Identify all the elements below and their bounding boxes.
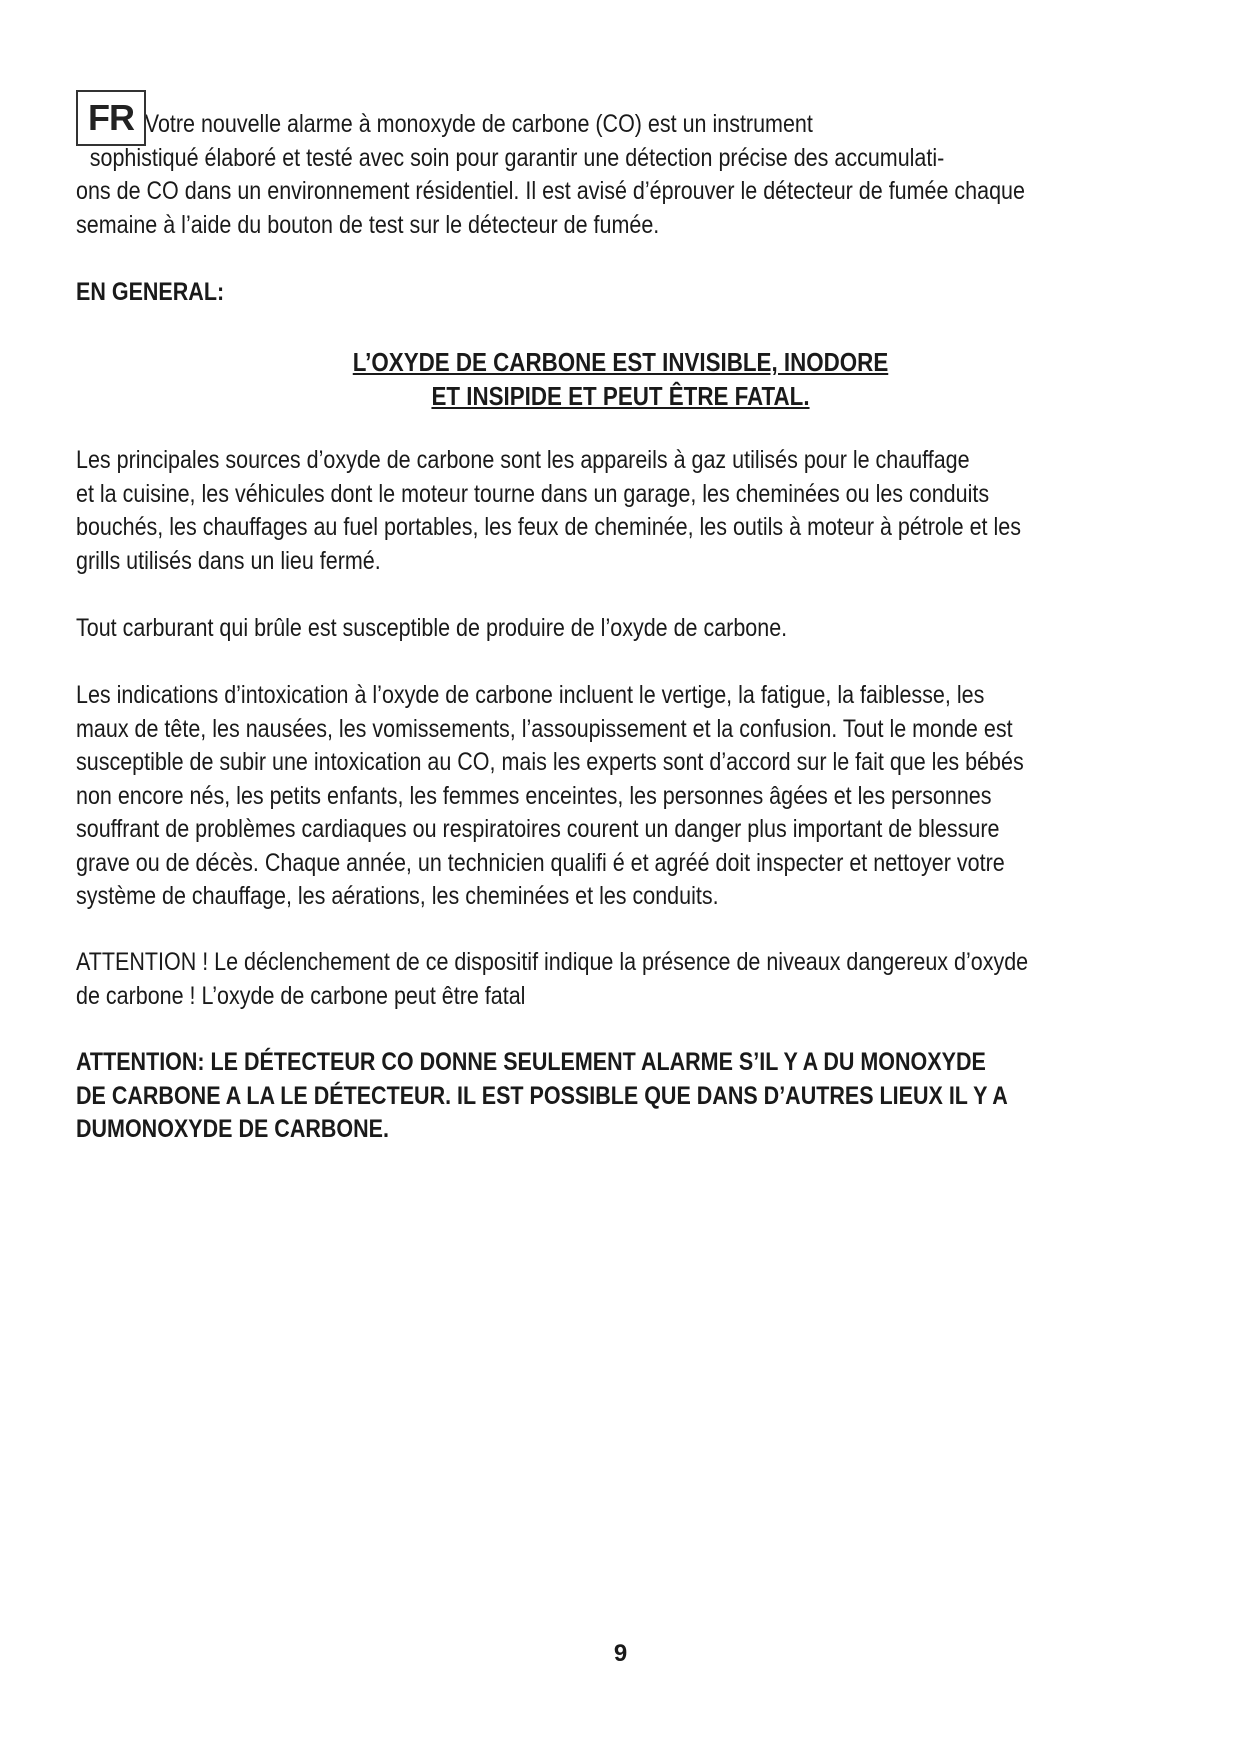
symptoms-line: susceptible de subir une intoxication au CO, mais les experts sont d’accord sur le fait que les bébés bbox=[76, 748, 1024, 776]
symptoms-line: non encore nés, les petits enfants, les femmes enceintes, les personnes âgées et les personnes bbox=[76, 781, 992, 810]
sources-paragraph bbox=[76, 444, 1022, 578]
attention-paragraph bbox=[76, 946, 1029, 1013]
attention-bold-line: DE CARBONE A LA LE DÉTECTEUR. IL EST POSSIBLE QUE DANS D’AUTRES LIEUX IL Y A bbox=[76, 1081, 1008, 1110]
warning-line: L’OXYDE DE CARBONE EST INVISIBLE, INODORE bbox=[352, 347, 889, 377]
symptoms-line: grave ou de décès. Chaque année, un technicien qualifi é et agréé doit inspecter et nettoyer votre bbox=[76, 848, 1005, 877]
page-number: 9 bbox=[613, 1640, 628, 1667]
attention-line: ATTENTION ! Le déclenchement de ce dispositif indique la présence de niveaux dangereux d’oxyde bbox=[76, 948, 1029, 976]
intro-line: ons de CO dans un environnement résidentiel. Il est avisé d’éprouver le détecteur de fumée chaque bbox=[76, 177, 1025, 205]
sources-line: bouchés, les chauffages au fuel portables, les feux de cheminée, les outils à moteur à pétrole et les bbox=[76, 513, 1021, 541]
language-badge: FR bbox=[76, 90, 146, 146]
section-heading: EN GENERAL: bbox=[76, 278, 225, 306]
attention-bold-line: DUMONOXYDE DE CARBONE. bbox=[76, 1115, 389, 1143]
symptoms-paragraph bbox=[76, 679, 1022, 914]
symptoms-line: souffrant de problèmes cardiaques ou respiratoires courent un danger plus important de blessure bbox=[76, 815, 1000, 843]
intro-line: semaine à l’aide du bouton de test sur le détecteur de fumée. bbox=[76, 210, 660, 239]
fuel-line: Tout carburant qui brûle est susceptible de produire de l’oxyde de carbone. bbox=[76, 614, 788, 642]
attention-bold-line: ATTENTION: LE DÉTECTEUR CO DONNE SEULEMENT ALARME S’IL Y A DU MONOXYDE bbox=[76, 1048, 986, 1076]
sources-line: grills utilisés dans un lieu fermé. bbox=[76, 546, 381, 575]
symptoms-line: système de chauffage, les aérations, les cheminées et les conduits. bbox=[76, 882, 719, 910]
sources-line: Les principales sources d’oxyde de carbone sont les appareils à gaz utilisés pour le chauffage bbox=[76, 446, 970, 474]
warning-centered bbox=[0, 345, 1241, 413]
intro-line: sophistiqué élaboré et testé avec soin pour garantir une détection précise des accumulati- bbox=[89, 143, 945, 172]
attention-line: de carbone ! L’oxyde de carbone peut être fatal bbox=[76, 981, 526, 1010]
warning-line: ET INSIPIDE ET PEUT ÊTRE FATAL. bbox=[431, 381, 810, 411]
attention-bold-paragraph bbox=[76, 1046, 1022, 1147]
intro-paragraph bbox=[76, 108, 1025, 242]
symptoms-line: Les indications d’intoxication à l’oxyde de carbone incluent le vertige, la fatigue, la faiblesse, les bbox=[76, 681, 985, 709]
sources-line: et la cuisine, les véhicules dont le moteur tourne dans un garage, les cheminées ou les conduits bbox=[76, 479, 990, 508]
fuel-paragraph bbox=[76, 612, 1022, 646]
symptoms-line: maux de tête, les nausées, les vomissements, l’assoupissement et la confusion. Tout le monde est bbox=[76, 714, 1013, 743]
intro-line: Votre nouvelle alarme à monoxyde de carbone (CO) est un instrument bbox=[144, 110, 813, 138]
